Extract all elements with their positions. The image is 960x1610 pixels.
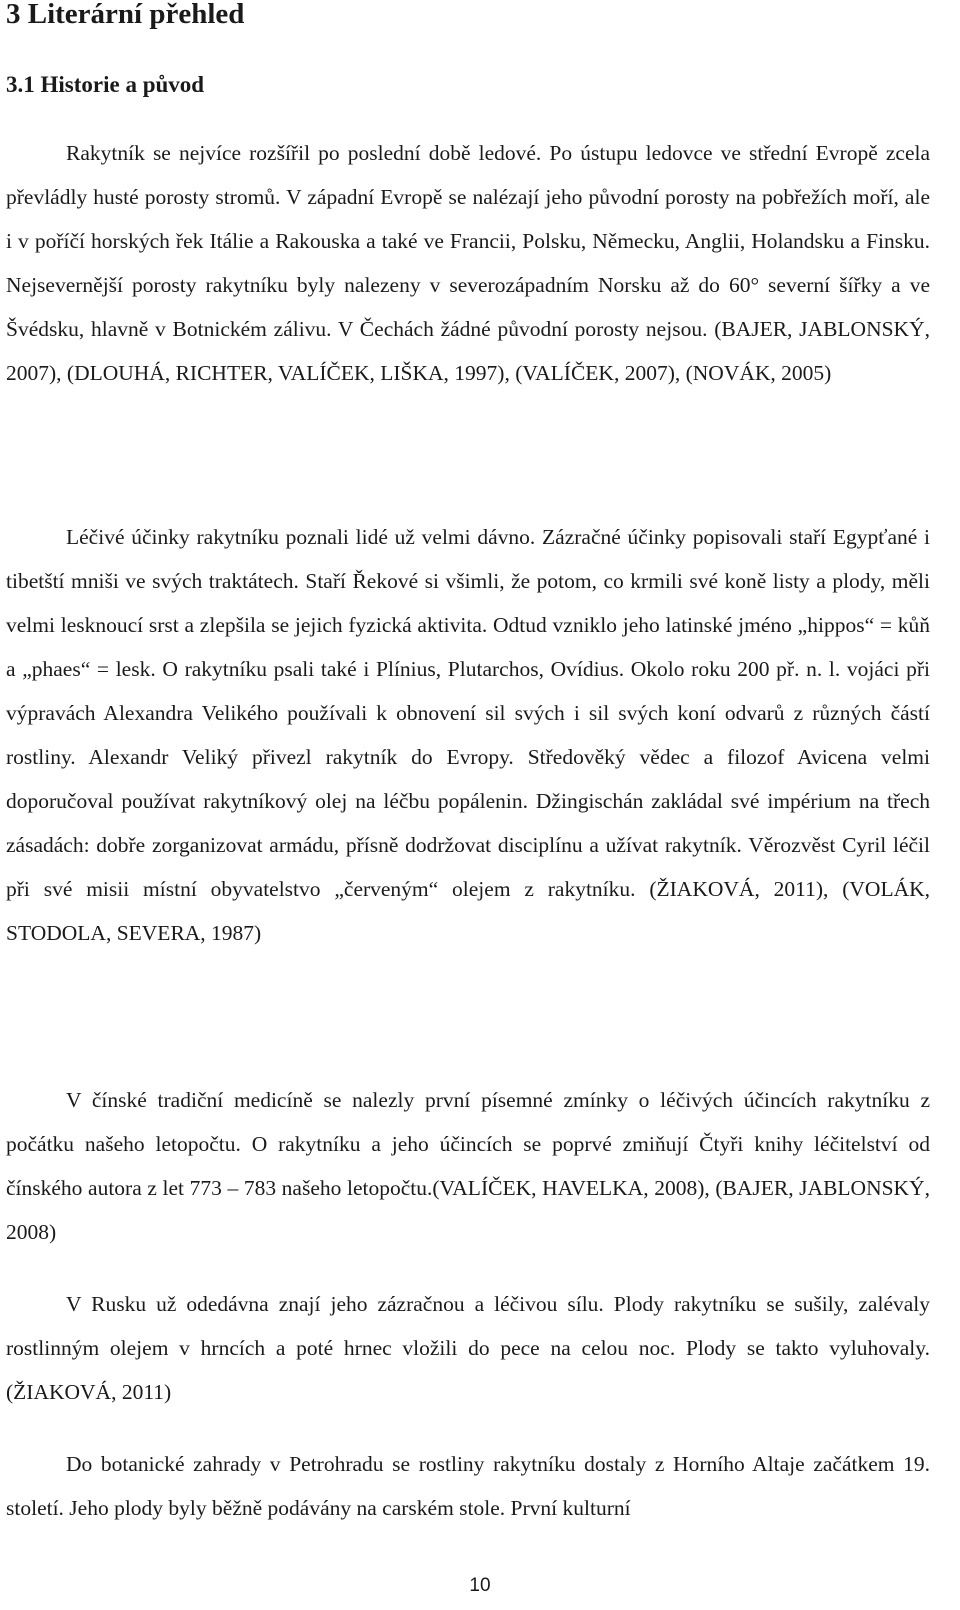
paragraph-origin-distribution: Rakytník se nejvíce rozšířil po poslední době ledové. Po ústupu ledovce ve střední Evropě zcela převládly husté porosty stromů. V západní Evropě se nalézají jeho původní porosty na pobřežích moří, ale i v poříčí horských řek Itálie a Rakouska a také ve Francii, Polsku, Německu, Anglii, Holandsku a Finsku. Nejsevernější porosty rakytníku byly nalezeny v severozápadním Norsku až do 60° severní šířky a ve Švédsku, hlavně v Botnickém zálivu. V Čechách žádné původní porosty nejsou. (BAJER, JABLONSKÝ, 2007), (DLOUHÁ, RICHTER, VALÍČEK, LIŠKA, 1997), (VALÍČEK, 2007), (NOVÁK, 2005): [6, 141, 930, 385]
paragraph-chinese-medicine: V čínské tradiční medicíně se nalezly první písemné zmínky o léčivých účincích rakytníku z počátku našeho letopočtu. O rakytníku a jeho účincích se poprvé zmiňují Čtyři knihy léčitelství od čínského autora z let 773 – 783 našeho letopočtu.(VALÍČEK, HAVELKA, 2008), (BAJER, JABLONSKÝ, 2008): [6, 1088, 930, 1244]
section-heading: 3.1 Historie a původ: [6, 72, 205, 97]
paragraph-russia: V Rusku už odedávna znají jeho zázračnou a léčivou sílu. Plody rakytníku se sušily, zalévaly rostlinným olejem v hrncích a poté hrnec vložili do pece na celou noc. Plody se takto vyluhovaly. (ŽIAKOVÁ, 2011): [6, 1292, 930, 1404]
page-number: 10: [469, 1575, 491, 1596]
chapter-heading: 3 Literární přehled: [6, 0, 245, 30]
paragraph-healing-history: Léčivé účinky rakytníku poznali lidé už velmi dávno. Zázračné účinky popisovali staří Egypťané i tibetští mniši ve svých traktátech. Staří Řekové si všimli, že potom, co krmili své koně listy a plody, měli velmi lesknoucí srst a zlepšila se jejich fyzická aktivita. Odtud vzniklo jeho latinské jméno „hippos“ = kůň a „phaes“ = lesk. O rakytníku psali také i Plínius, Plutarchos, Ovídius. Okolo roku 200 př. n. l. vojáci při výpravách Alexandra Velikého používali k obnovení sil svých i sil svých koní odvarů z různých částí rostliny. Alexandr Veliký přivezl rakytník do Evropy. Středověký vědec a filozof Avicena velmi doporučoval používat rakytníkový olej na léčbu popálenin. Džingischán zakládal své impérium na třech zásadách: dobře zorganizovat armádu, přísně dodržovat disciplínu a užívat rakytník. Věrozvěst Cyril léčil při své misii místní obyvatelstvo „červeným“ olejem z rakytníku. (ŽIAKOVÁ, 2011), (VOLÁK, STODOLA, SEVERA, 1987): [6, 525, 930, 945]
paragraph-petrohrad: Do botanické zahrady v Petrohradu se rostliny rakytníku dostaly z Horního Altaje začátkem 19. století. Jeho plody byly běžně podávány na carském stole. První kulturní: [6, 1452, 930, 1520]
